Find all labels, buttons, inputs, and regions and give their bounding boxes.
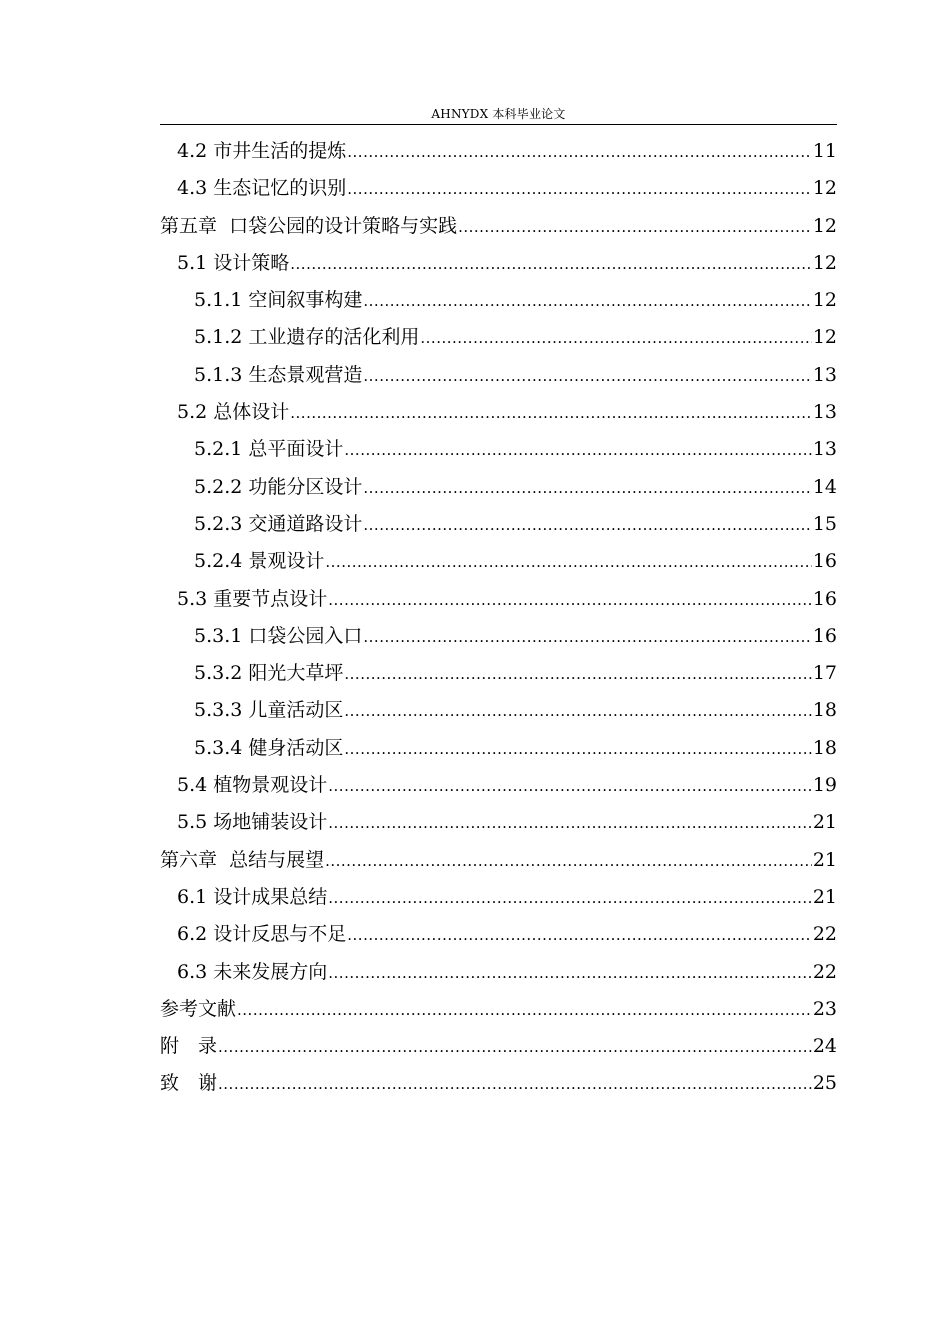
toc-entry[interactable] bbox=[160, 357, 837, 394]
toc-dot-leader bbox=[218, 1066, 812, 1103]
toc-entry-page: 13 bbox=[812, 363, 837, 386]
toc-entry-title: 5.3.1 口袋公园入口 bbox=[194, 624, 363, 647]
toc-entry-page: 16 bbox=[812, 550, 837, 573]
toc-entry[interactable] bbox=[160, 1065, 837, 1102]
toc-entry-page: 12 bbox=[812, 326, 837, 349]
toc-entry-title: 5.1 设计策略 bbox=[177, 251, 290, 274]
toc-entry[interactable] bbox=[160, 991, 837, 1028]
toc-entry-title: 5.3 重要节点设计 bbox=[177, 587, 328, 610]
toc-dot-leader bbox=[290, 246, 812, 283]
toc-entry-title: 6.2 设计反思与不足 bbox=[177, 923, 347, 946]
toc-dot-leader bbox=[363, 619, 811, 656]
toc-entry[interactable] bbox=[160, 954, 837, 991]
toc-entry-page: 22 bbox=[812, 960, 837, 983]
toc-dot-leader bbox=[344, 693, 811, 730]
toc-entry-title: 5.2 总体设计 bbox=[177, 401, 290, 424]
toc-entry-title: 致 谢 bbox=[160, 1072, 218, 1095]
toc-dot-leader bbox=[363, 283, 811, 320]
toc-entry[interactable] bbox=[160, 469, 837, 506]
toc-entry-title: 6.1 设计成果总结 bbox=[177, 885, 328, 908]
toc-entry-title: 6.3 未来发展方向 bbox=[177, 960, 328, 983]
toc-entry[interactable] bbox=[160, 842, 837, 879]
toc-entry-page: 12 bbox=[812, 251, 837, 274]
toc-entry-title: 5.2.3 交通道路设计 bbox=[194, 512, 363, 535]
toc-entry-title: 第六章 总结与展望 bbox=[160, 848, 325, 871]
toc-entry[interactable] bbox=[160, 804, 837, 841]
toc-entry[interactable] bbox=[160, 431, 837, 468]
toc-entry[interactable] bbox=[160, 767, 837, 804]
toc-entry[interactable] bbox=[160, 394, 837, 431]
toc-entry[interactable] bbox=[160, 208, 837, 245]
toc-entry-title: 5.1.1 空间叙事构建 bbox=[194, 289, 363, 312]
toc-entry[interactable] bbox=[160, 170, 837, 207]
toc-entry-page: 11 bbox=[812, 140, 837, 162]
toc-dot-leader bbox=[290, 395, 812, 432]
toc-entry-page: 18 bbox=[812, 736, 837, 759]
toc-entry-title: 5.3.2 阳光大草坪 bbox=[194, 662, 344, 685]
toc-entry[interactable] bbox=[160, 1028, 837, 1065]
toc-entry-page: 21 bbox=[812, 848, 837, 871]
toc-entry-title: 参考文献 bbox=[160, 997, 237, 1020]
toc-entry-title: 5.2.4 景观设计 bbox=[194, 550, 325, 573]
toc-entry-title: 5.4 植物景观设计 bbox=[177, 774, 328, 797]
toc-entry-page: 23 bbox=[812, 997, 837, 1020]
toc-entry-page: 13 bbox=[812, 401, 837, 424]
toc-entry[interactable] bbox=[160, 618, 837, 655]
toc-dot-leader bbox=[347, 171, 812, 208]
toc-entry-title: 5.2.2 功能分区设计 bbox=[194, 475, 363, 498]
toc-entry-title: 附 录 bbox=[160, 1035, 218, 1058]
toc-entry[interactable] bbox=[160, 879, 837, 916]
toc-dot-leader bbox=[328, 805, 812, 842]
toc-entry-title: 5.5 场地铺装设计 bbox=[177, 811, 328, 834]
toc-dot-leader bbox=[363, 470, 811, 507]
toc-entry-title: 5.3.3 儿童活动区 bbox=[194, 699, 344, 722]
toc-entry[interactable] bbox=[160, 916, 837, 953]
toc-entry-title: 5.1.3 生态景观营造 bbox=[194, 363, 363, 386]
toc-dot-leader bbox=[363, 507, 811, 544]
toc-entry[interactable] bbox=[160, 730, 837, 767]
table-of-contents bbox=[160, 133, 837, 1103]
toc-entry-title: 5.3.4 健身活动区 bbox=[194, 736, 344, 759]
toc-entry-title: 第五章 口袋公园的设计策略与实践 bbox=[160, 214, 458, 237]
toc-entry-page: 12 bbox=[812, 214, 837, 237]
page-header: AHNYDX 本科毕业论文 bbox=[431, 107, 566, 121]
toc-dot-leader bbox=[363, 358, 811, 395]
toc-dot-leader bbox=[237, 992, 812, 1029]
toc-entry[interactable] bbox=[160, 655, 837, 692]
toc-dot-leader bbox=[328, 768, 812, 805]
toc-entry-page: 24 bbox=[812, 1035, 837, 1058]
toc-dot-leader bbox=[347, 134, 812, 171]
toc-entry-title: 5.2.1 总平面设计 bbox=[194, 438, 344, 461]
toc-entry-page: 21 bbox=[812, 811, 837, 834]
toc-entry-page: 16 bbox=[812, 587, 837, 610]
toc-entry-page: 13 bbox=[812, 438, 837, 461]
toc-entry-title: 4.3 生态记忆的识别 bbox=[177, 177, 347, 200]
toc-entry-page: 19 bbox=[812, 774, 837, 797]
toc-dot-leader bbox=[458, 209, 812, 246]
toc-dot-leader bbox=[325, 843, 812, 880]
toc-entry[interactable] bbox=[160, 319, 837, 356]
toc-entry-page: 12 bbox=[812, 289, 837, 312]
toc-dot-leader bbox=[344, 731, 811, 768]
toc-entry[interactable] bbox=[160, 245, 837, 282]
toc-entry-page: 22 bbox=[812, 923, 837, 946]
toc-dot-leader bbox=[328, 955, 812, 992]
toc-dot-leader bbox=[347, 917, 812, 954]
toc-entry-page: 12 bbox=[812, 177, 837, 200]
toc-dot-leader bbox=[328, 582, 812, 619]
toc-dot-leader bbox=[420, 320, 811, 357]
toc-entry[interactable] bbox=[160, 133, 837, 170]
toc-entry-page: 21 bbox=[812, 885, 837, 908]
toc-entry-page: 25 bbox=[812, 1072, 837, 1095]
toc-entry[interactable] bbox=[160, 692, 837, 729]
toc-dot-leader bbox=[218, 1029, 812, 1066]
toc-entry-page: 18 bbox=[812, 699, 837, 722]
toc-entry-page: 15 bbox=[812, 512, 837, 535]
toc-dot-leader bbox=[328, 880, 812, 917]
toc-entry[interactable] bbox=[160, 543, 837, 580]
toc-dot-leader bbox=[344, 432, 811, 469]
toc-entry-title: 4.2 市井生活的提炼 bbox=[177, 140, 347, 162]
toc-entry-page: 14 bbox=[812, 475, 837, 498]
toc-entry[interactable] bbox=[160, 506, 837, 543]
toc-entry-title: 5.1.2 工业遗存的活化利用 bbox=[194, 326, 420, 349]
toc-dot-leader bbox=[325, 544, 811, 581]
toc-dot-leader bbox=[344, 656, 811, 693]
header-rule bbox=[160, 124, 837, 125]
toc-entry[interactable] bbox=[160, 282, 837, 319]
toc-entry-page: 16 bbox=[812, 624, 837, 647]
toc-entry-page: 17 bbox=[812, 662, 837, 685]
toc-entry[interactable] bbox=[160, 581, 837, 618]
